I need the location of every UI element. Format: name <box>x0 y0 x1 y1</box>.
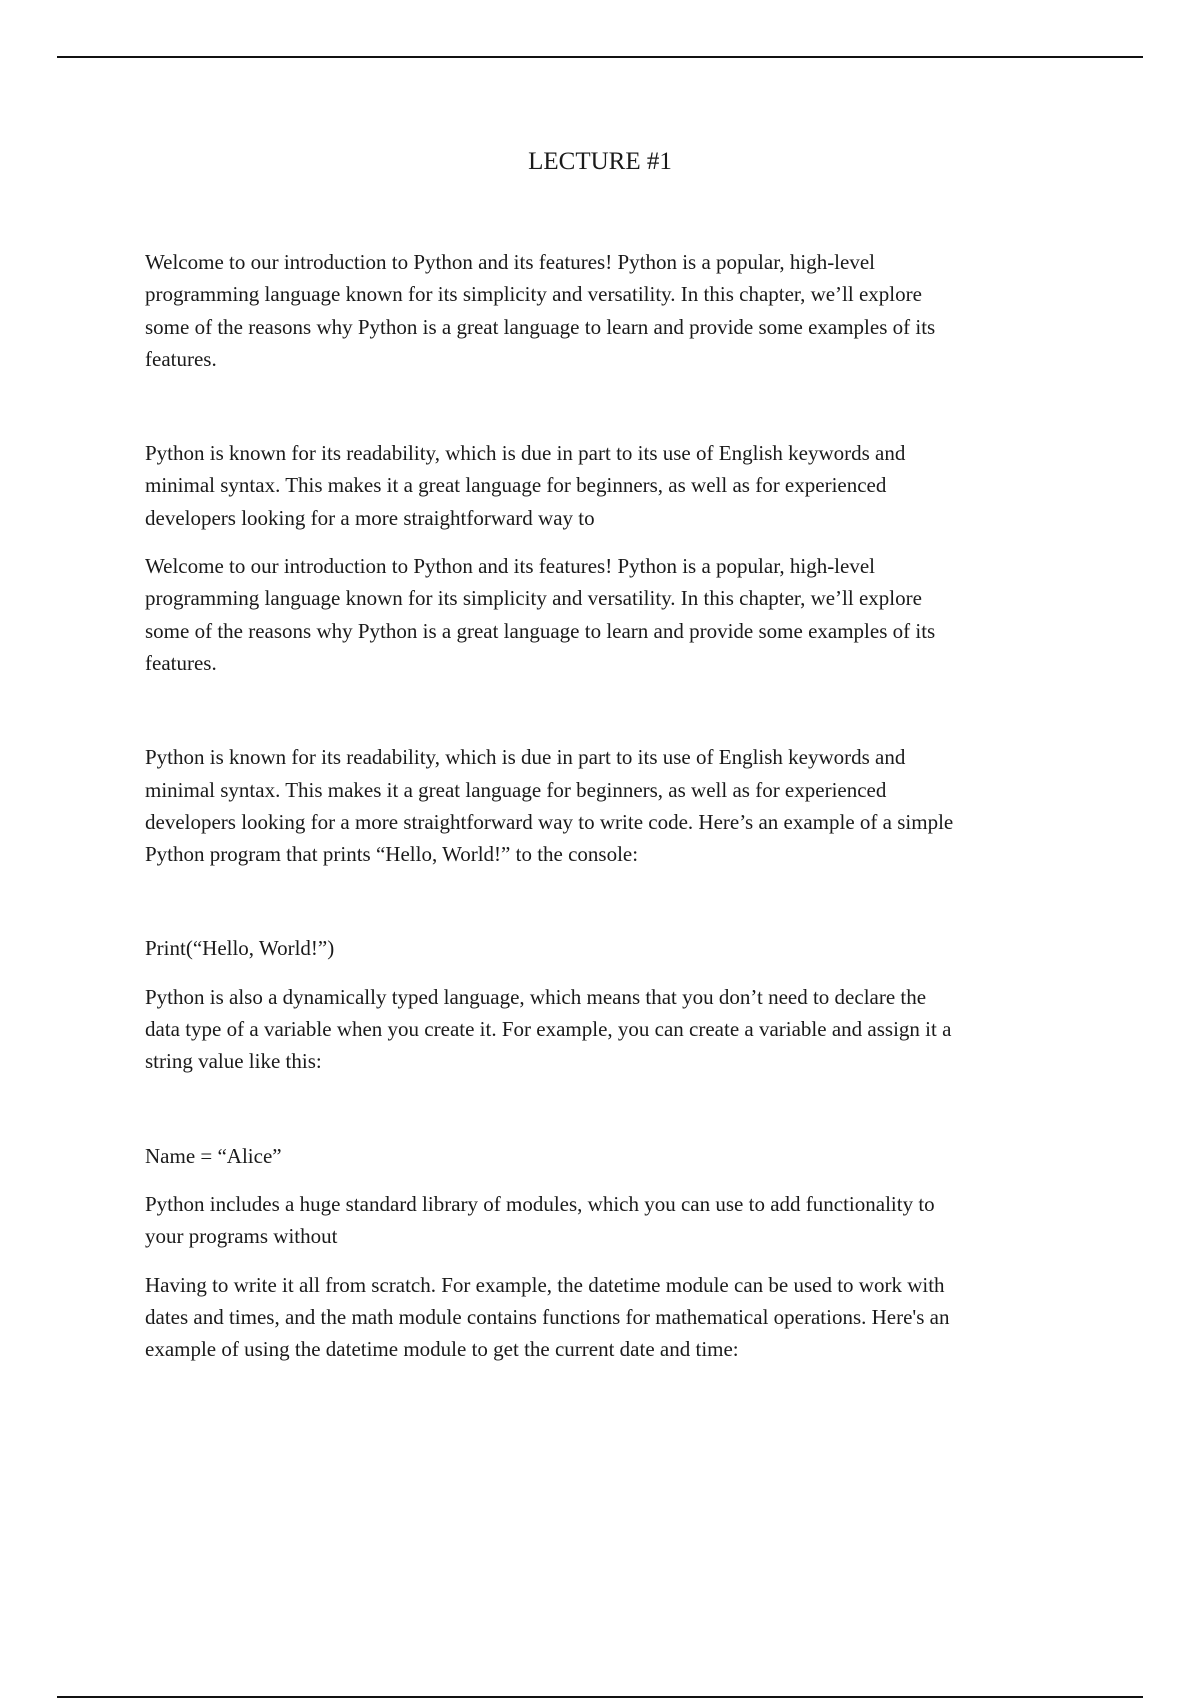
paragraph-intro: Welcome to our introduction to Python and its features! Python is a popular, high-level programming language known for its simplicity and versatility. In this chapter, we’ll explore some of the reasons why Python is a great language to learn and provide some examples of its features. <box>145 250 936 371</box>
document-body <box>145 246 1085 1365</box>
code-example-print: Print(“Hello, World!”) <box>145 936 335 961</box>
paragraph-datetime: Having to write it all from scratch. For example, the datetime module can be used to work with dates and times, and the math module contains functions for mathematical operations. Here's an example of using the datetime module to get the current date and time: <box>145 1272 950 1362</box>
paragraph-intro-repeat: Welcome to our introduction to Python and its features! Python is a popular, high-level programming language known for its simplicity and versatility. In this chapter, we’ll explore some of the reasons why Python is a great language to learn and provide some examples of its features. <box>145 554 936 675</box>
page-title: LECTURE #1 <box>528 148 672 175</box>
paragraph-readability-full: Python is known for its readability, which is due in part to its use of English keywords and minimal syntax. This makes it a great language for beginners, as well as for experienced developers looking for a more straightforward way to write code. Here’s an example of a simple Python program that prints “Hello, World!” to the console: <box>145 745 954 867</box>
top-rule <box>57 56 1143 58</box>
paragraph-standard-library: Python includes a huge standard library of modules, which you can use to add functionality to your programs without <box>145 1191 935 1249</box>
code-example-variable: Name = “Alice” <box>145 1143 282 1168</box>
bottom-rule <box>57 1696 1143 1698</box>
paragraph-readability-partial: Python is known for its readability, which is due in part to its use of English keywords and minimal syntax. This makes it a great language for beginners, as well as for experienced developers looking for a more straightforward way to <box>145 441 906 530</box>
paragraph-dynamic-typing: Python is also a dynamically typed language, which means that you don’t need to declare the data type of a variable when you create it. For example, you can create a variable and assign it a string value like this: <box>145 984 952 1074</box>
